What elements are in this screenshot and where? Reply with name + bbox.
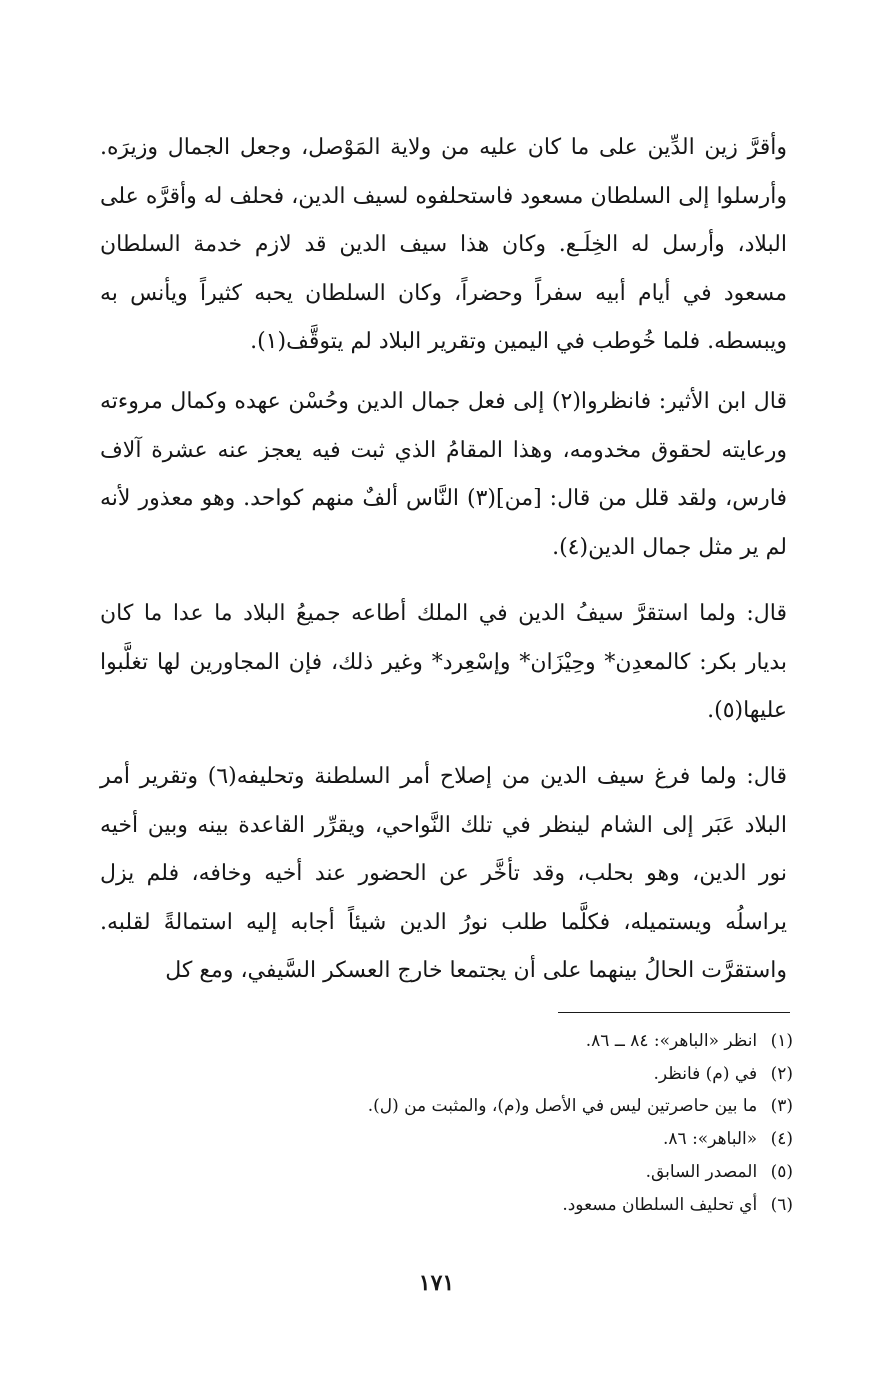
footnote-separator: [558, 1012, 790, 1013]
footnote-text: «الباهر»: ٨٦.: [663, 1129, 758, 1150]
footnote-item: [193, 1090, 793, 1123]
footnote-item: [193, 1156, 793, 1189]
footnote-item: [193, 1025, 793, 1058]
footnote-text: ما بين حاصرتين ليس في الأصل و(م)، والمثبت من (ل).: [367, 1096, 758, 1117]
footnotes-list: [193, 1025, 793, 1221]
footnote-text: أي تحليف السلطان مسعود.: [562, 1194, 758, 1215]
footnote-number: (٣): [770, 1096, 793, 1117]
footnote-item: [193, 1058, 793, 1091]
footnote-number: (١): [770, 1031, 793, 1051]
footnote-item: [193, 1189, 793, 1222]
footnote-number: (٤): [770, 1129, 793, 1150]
footnote-number: (٥): [770, 1161, 793, 1182]
footnote-item: [193, 1123, 793, 1156]
paragraph-2: قال ابن الأثير: فانظروا(٢) إلى فعل جمال الدين وحُسْن عهده وكمال مروءته ورعايته لحقوق مخدومه، وهذا المقامُ الذي ثبت فيه يعجز عنه عشرة آلاف فارس، ولقد قلل من قال: [من](٣) النَّاس ألفٌ منهم كواحد. وهو معذور لأنه لم ير مثل جمال الدين(٤).: [100, 389, 787, 560]
footnote-number: (٦): [770, 1194, 793, 1215]
paragraph-3: قال: ولما استقرَّ سيفُ الدين في الملك أطاعه جميعُ البلاد ما عدا ما كان بديار بكر: كالمعدِن* وحِيْزَان* وإسْعِرد* وغير ذلك، فإن المجاورين لها تغلَّبوا عليها(٥).: [100, 601, 787, 723]
paragraph-4: قال: ولما فرغ سيف الدين من إصلاح أمر السلطنة وتحليفه(٦) وتقرير أمر البلاد عَبَر إلى الشام لينظر في تلك النَّواحي، ويقرِّر القاعدة بينه وبين أخيه نور الدين، وهو بحلب، وقد تأخَّر عن الحضور عند أخيه وخافه، فلم يزل يراسلُه ويستميله، فكلَّما طلب نورُ الدين شيئاً أجابه إليه استمالةً لقلبه. واستقرَّت الحالُ بينهما على أن يجتمعا خارج العسكر السَّيفي، ومع كل: [100, 764, 787, 983]
paragraph-1: وأقرَّ زين الدِّين على ما كان عليه من ولاية المَوْصل، وجعل الجمال وزيرَه. وأرسلوا إلى السلطان مسعود فاستحلفوه لسيف الدين، فحلف له وأقرَّه على البلاد، وأرسل له الخِلَـع. وكان هذا سيف الدين قد لازم خدمة السلطان مسعود في أيام أبيه سفراً وحضراً، وكان السلطان يحبه كثيراً ويأنس به ويبسطه. فلما خُوطب في اليمين وتقرير البلاد لم يتوقَّف(١).: [100, 135, 787, 354]
footnote-text: في (م) فانظر.: [653, 1063, 758, 1084]
footnote-number: (٢): [770, 1063, 793, 1084]
footnote-text: المصدر السابق.: [645, 1161, 758, 1182]
page-number: ١٧١: [418, 1270, 455, 1296]
footnote-text: انظر «الباهر»: ٨٤ ــ ٨٦.: [585, 1031, 758, 1051]
